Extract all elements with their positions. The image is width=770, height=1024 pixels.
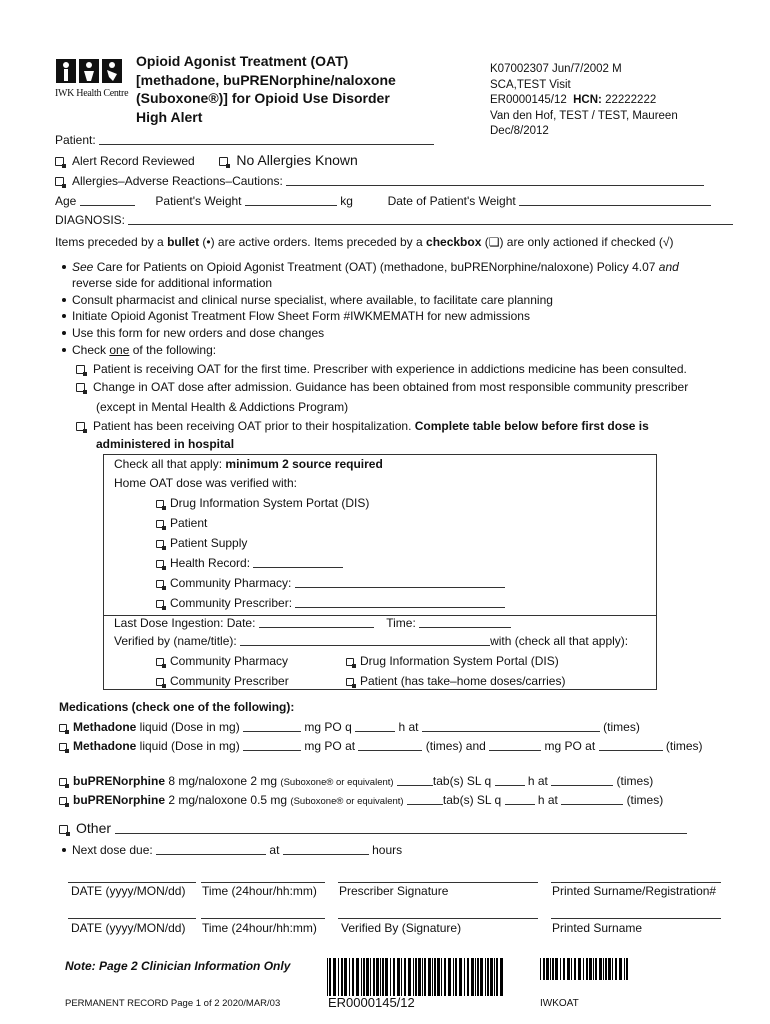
barcode-bar	[361, 958, 362, 996]
verify-patient: Patient (has take–home doses/carries)	[346, 674, 565, 688]
barcode-bar	[401, 958, 402, 996]
barcode-bar	[624, 958, 625, 980]
sig-label-verified: Verified By (Signature)	[341, 921, 462, 935]
source-dis: Drug Information System Portat (DIS)	[156, 496, 369, 510]
barcode-bar	[370, 958, 371, 996]
barcode-bar	[404, 958, 406, 996]
barcode-bar	[543, 958, 545, 980]
barcode-bar	[477, 958, 479, 996]
methadone-2-checkbox[interactable]	[59, 743, 67, 751]
last-dose-row: Last Dose Ingestion: Date: Time:	[114, 616, 511, 630]
bup-row-1: buPRENorphine 8 mg/naloxone 2 mg (Suboxone® or equivalent) tab(s) SL q h at (times)	[59, 774, 653, 788]
b1-interval-field[interactable]	[495, 774, 525, 786]
sig-line-surname[interactable]	[551, 918, 721, 919]
iwk-logo-icon	[55, 58, 125, 84]
barcode-bar	[422, 958, 423, 996]
bup-8mg-checkbox[interactable]	[59, 778, 67, 786]
source-dis-checkbox[interactable]	[156, 500, 164, 508]
verified-by-field[interactable]	[240, 634, 490, 646]
footer-note: Note: Page 2 Clinician Information Only	[65, 959, 291, 973]
sig-line-time-2[interactable]	[201, 918, 325, 919]
barcode-bar	[459, 958, 462, 996]
sig-line-registration[interactable]	[551, 882, 721, 883]
sig-line-time-1[interactable]	[201, 882, 325, 883]
bullet-dot	[62, 265, 66, 269]
barcode-bar	[603, 958, 604, 980]
m1-times-field[interactable]	[422, 720, 600, 732]
diagnosis-row: DIAGNOSIS:	[55, 213, 733, 227]
barcode-bar	[413, 958, 414, 996]
patient-label-block: K07002307 Jun/7/2002 M SCA,TEST Visit ER0000145/12 HCN: 22222222 Van den Hof, TEST / TEST, Maureen Dec/8/2012	[490, 63, 678, 137]
barcode-bar	[444, 958, 446, 996]
barcode-bar	[550, 958, 551, 980]
barcode-bar	[380, 958, 381, 996]
footer-permanent-record: PERMANENT RECORD Page 1 of 2 2020/MAR/03	[65, 998, 281, 1009]
barcode-bar	[363, 958, 365, 996]
sig-label-prescriber: Prescriber Signature	[339, 884, 449, 898]
barcode-right	[540, 958, 630, 980]
m2-time1-field[interactable]	[358, 739, 422, 751]
barcode-bar	[578, 958, 581, 980]
m2-dose-field[interactable]	[243, 739, 301, 751]
option-first-time: Patient is receiving OAT for the first time. Prescriber with experience in addictions medicine has been consulted.	[76, 362, 687, 376]
barcode-bar	[349, 958, 350, 996]
b2-interval-field[interactable]	[505, 793, 535, 805]
barcode-bar	[500, 958, 503, 996]
verify-community-pharmacy-checkbox[interactable]	[156, 658, 164, 666]
b1-tabs-field[interactable]	[397, 774, 433, 786]
age-field[interactable]	[80, 194, 135, 206]
barcode-bar	[415, 958, 417, 996]
barcode-bar	[441, 958, 442, 996]
weight-field[interactable]	[245, 194, 337, 206]
barcode-bar	[428, 958, 431, 996]
barcode-bar	[563, 958, 565, 980]
age-weight-row: Age Patient's Weight kg Date of Patient's Weight	[55, 194, 711, 208]
barcode-bar	[490, 958, 493, 996]
barcode-bar	[487, 958, 489, 996]
source-patient-supply: Patient Supply	[156, 536, 247, 550]
bup-row-2: buPRENorphine 2 mg/naloxone 0.5 mg (Suboxone® or equivalent) tab(s) SL q h at (times)	[59, 793, 663, 807]
logo-text: IWK Health Centre	[55, 88, 129, 99]
barcode-bar	[599, 958, 602, 980]
option-prior-oat-cont: administered in hospital	[96, 437, 235, 451]
barcode-bar	[567, 958, 570, 980]
barcode-bar	[385, 958, 388, 996]
b2-times-field[interactable]	[561, 793, 623, 805]
barcode-bar	[356, 958, 359, 996]
sig-line-prescriber[interactable]	[338, 882, 538, 883]
option-first-time-checkbox[interactable]	[76, 365, 85, 374]
bullet-check-one: Check one of the following:	[62, 343, 216, 357]
barcode-bar	[432, 958, 433, 996]
barcode-bar	[615, 958, 617, 980]
next-dose-row: Next dose due: at hours	[62, 843, 402, 857]
sig-label-date-2: DATE (yyyy/MON/dd)	[71, 921, 186, 935]
barcode-bar	[485, 958, 486, 996]
no-allergies-checkbox[interactable]	[219, 157, 228, 166]
allergies-field[interactable]	[286, 174, 704, 186]
bullet-consult: Consult pharmacist and clinical nurse specialist, where available, to facilitate care planning	[62, 293, 553, 307]
barcode-bar	[560, 958, 561, 980]
barcode-bar	[480, 958, 483, 996]
bullet-dot	[62, 348, 66, 352]
option-prior-oat: Patient has been receiving OAT prior to their hospitalization. Complete table below before first dose is	[76, 419, 649, 433]
methadone-1-checkbox[interactable]	[59, 724, 67, 732]
bullet-dot	[62, 298, 66, 302]
allergies-row: Allergies–Adverse Reactions–Cautions:	[55, 174, 704, 188]
barcode-bar	[619, 958, 622, 980]
bullet-care: See Care for Patients on Opioid Agonist Treatment (OAT) (methadone, buPRENorphine/naloxone) Policy 4.07 and	[62, 260, 679, 274]
alert-record-checkbox[interactable]	[55, 157, 64, 166]
other-row: Other	[59, 820, 687, 836]
check-all-row: Check all that apply: minimum 2 source required	[114, 457, 383, 471]
sig-label-surname: Printed Surname	[552, 921, 643, 935]
option-dose-change: Change in OAT dose after admission. Guidance has been obtained from most responsible community prescriber	[76, 380, 688, 394]
bullet-care-cont: reverse side for additional information	[72, 276, 273, 290]
source-community-pharmacy-checkbox[interactable]	[156, 580, 164, 588]
form-title: Opioid Agonist Treatment (OAT) [methadone, buPRENorphine/naloxone (Suboxone®)] for Opioid Use Disorder High Alert	[136, 53, 396, 125]
weight-date-field[interactable]	[519, 194, 711, 206]
m1-dose-field[interactable]	[243, 720, 301, 732]
barcode-bar	[390, 958, 391, 996]
barcode-bar	[455, 958, 457, 996]
barcode-bar	[341, 958, 343, 996]
source-patient-supply-checkbox[interactable]	[156, 540, 164, 548]
alert-row: Alert Record Reviewed No Allergies Known	[55, 152, 358, 168]
barcode-bar	[552, 958, 554, 980]
barcode-bar	[593, 958, 594, 980]
sig-line-verified[interactable]	[338, 918, 538, 919]
sig-label-time-1: Time (24hour/hh:mm)	[202, 884, 317, 898]
barcode-bar	[352, 958, 354, 996]
barcode-bar	[589, 958, 592, 980]
source-community-pharmacy: Community Pharmacy:	[156, 576, 505, 590]
barcode-bar	[418, 958, 421, 996]
barcode-bar	[376, 958, 379, 996]
logo	[55, 58, 129, 99]
bullet-dot	[62, 314, 66, 318]
community-pharmacy-field[interactable]	[295, 576, 505, 588]
source-health-record-checkbox[interactable]	[156, 560, 164, 568]
barcode-bar	[540, 958, 541, 980]
barcode-bar	[467, 958, 469, 996]
patient-row: Patient:	[55, 133, 434, 147]
allergies-checkbox[interactable]	[55, 177, 64, 186]
verify-community-prescriber-checkbox[interactable]	[156, 678, 164, 686]
bullet-dot	[62, 331, 66, 335]
source-health-record: Health Record:	[156, 556, 343, 570]
barcode-bar	[366, 958, 369, 996]
diagnosis-field[interactable]	[128, 213, 733, 225]
verify-patient-checkbox[interactable]	[346, 678, 354, 686]
barcode-bar	[327, 958, 328, 996]
other-checkbox[interactable]	[59, 825, 68, 834]
option-dose-change-checkbox[interactable]	[76, 383, 85, 392]
barcode-left	[327, 958, 505, 996]
barcode-bar	[475, 958, 476, 996]
barcode-bar	[344, 958, 347, 996]
verify-community-prescriber: Community Prescriber	[156, 674, 289, 688]
sig-label-registration: Printed Surname/Registration#	[552, 884, 717, 898]
sig-label-time-2: Time (24hour/hh:mm)	[202, 921, 317, 935]
bullet-use-form: Use this form for new orders and dose changes	[62, 326, 324, 340]
option-prior-oat-checkbox[interactable]	[76, 422, 85, 431]
option-dose-change-cont: (except in Mental Health & Addictions Program)	[96, 400, 349, 414]
barcode-bar	[373, 958, 375, 996]
home-oat-label: Home OAT dose was verified with:	[114, 476, 297, 490]
last-dose-date-field[interactable]	[259, 616, 374, 628]
barcode-bar	[437, 958, 440, 996]
m1-interval-field[interactable]	[355, 720, 395, 732]
health-record-field[interactable]	[253, 556, 343, 568]
verified-by-row: Verified by (name/title): with (check all that apply):	[114, 634, 629, 648]
barcode-bar	[574, 958, 576, 980]
barcode-bar	[571, 958, 572, 980]
verify-dis-checkbox[interactable]	[346, 658, 354, 666]
barcode-bar	[546, 958, 549, 980]
methadone-row-1: Methadone liquid (Dose in mg) mg PO q h at (times)	[59, 720, 640, 734]
barcode-bar	[494, 958, 495, 996]
barcode-bar	[586, 958, 588, 980]
footer-er-code: ER0000145/12	[328, 995, 415, 1010]
verify-dis: Drug Information System Portal (DIS)	[346, 654, 559, 668]
bullet-initiate: Initiate Opioid Agonist Treatment Flow Sheet Form #IWKMEMATH for new admissions	[62, 309, 530, 323]
barcode-bar	[408, 958, 411, 996]
next-dose-time-field[interactable]	[283, 843, 369, 855]
other-field[interactable]	[115, 821, 687, 834]
medications-heading: Medications (check one of the following):	[59, 700, 295, 714]
barcode-bar	[583, 958, 584, 980]
b2-tabs-field[interactable]	[407, 793, 443, 805]
source-patient: Patient	[156, 516, 207, 530]
barcode-bar	[329, 958, 331, 996]
barcode-bar	[626, 958, 628, 980]
barcode-bar	[496, 958, 498, 996]
barcode-bar	[338, 958, 339, 996]
barcode-bar	[608, 958, 611, 980]
verify-community-pharmacy: Community Pharmacy	[156, 654, 288, 668]
source-community-prescriber-checkbox[interactable]	[156, 600, 164, 608]
bullet-dot	[62, 848, 66, 852]
b1-times-field[interactable]	[551, 774, 613, 786]
barcode-bar	[393, 958, 395, 996]
source-community-prescriber: Community Prescriber:	[156, 596, 505, 610]
barcode-bar	[448, 958, 451, 996]
methadone-row-2: Methadone liquid (Dose in mg) mg PO at (times) and mg PO at (times)	[59, 739, 703, 753]
sig-line-date-1[interactable]	[68, 882, 196, 883]
instructions: Items preceded by a bullet (•) are active orders. Items preceded by a checkbox (❏) are only actioned if checked (√)	[55, 235, 674, 249]
community-prescriber-field[interactable]	[295, 596, 505, 608]
m2-dose2-field[interactable]	[489, 739, 541, 751]
bup-2mg-checkbox[interactable]	[59, 797, 67, 805]
last-dose-time-field[interactable]	[419, 616, 511, 628]
barcode-bar	[333, 958, 336, 996]
patient-field[interactable]	[99, 133, 434, 145]
barcode-bar	[397, 958, 400, 996]
footer-form-code: IWKOAT	[540, 998, 579, 1009]
barcode-bar	[595, 958, 597, 980]
sig-label-date-1: DATE (yyyy/MON/dd)	[71, 884, 186, 898]
barcode-bar	[424, 958, 426, 996]
barcode-bar	[605, 958, 607, 980]
barcode-bar	[453, 958, 454, 996]
next-dose-date-field[interactable]	[156, 843, 266, 855]
barcode-bar	[471, 958, 474, 996]
source-patient-checkbox[interactable]	[156, 520, 164, 528]
barcode-bar	[612, 958, 613, 980]
m2-time2-field[interactable]	[599, 739, 663, 751]
barcode-bar	[382, 958, 384, 996]
barcode-bar	[464, 958, 465, 996]
barcode-bar	[555, 958, 558, 980]
sig-line-date-2[interactable]	[68, 918, 196, 919]
barcode-bar	[434, 958, 436, 996]
